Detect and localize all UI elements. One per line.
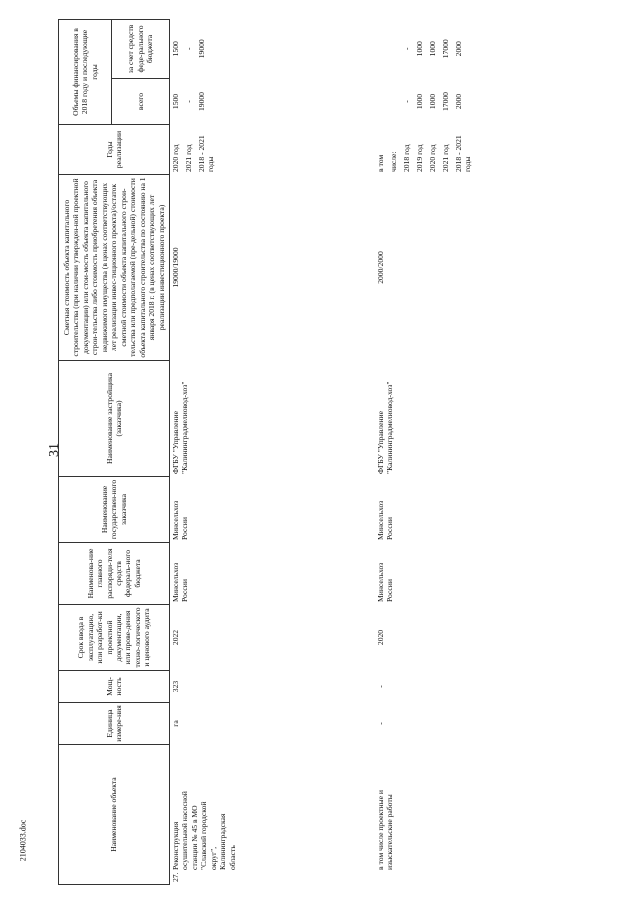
header-unit: Единица измере-ния	[59, 703, 170, 745]
federal-item: 19000	[197, 39, 206, 59]
year-item: числе:	[388, 151, 398, 172]
header-developer: Наименование застройщика (заказчика)	[59, 361, 170, 477]
year-item: 2021 год	[184, 144, 193, 172]
federal-item: 1000	[414, 41, 424, 57]
year-item: 2020 год	[427, 144, 437, 172]
total-item: 17000	[440, 92, 450, 111]
header-total: всего	[112, 79, 170, 125]
year-item: 2019 год	[414, 144, 424, 172]
federal-item: 1500	[171, 41, 180, 57]
year-item: 2018 год	[401, 144, 411, 172]
row-deadline: 2022	[171, 629, 180, 646]
investment-objects-table	[58, 19, 485, 885]
year-item: 2021 год	[440, 144, 450, 172]
federal-item: 2000	[453, 41, 463, 57]
total-item	[376, 81, 389, 122]
row-name-cell	[170, 745, 375, 885]
table-header	[59, 20, 170, 885]
year-item: 2018 - 2021 годы	[197, 135, 216, 172]
total-item: 19000	[197, 92, 206, 111]
row-developer: ФГБУ "Управление "Калининградмелиовод-хоз"	[171, 381, 190, 474]
row-developer: ФГБУ "Управление "Калининградмелиовод-хоз"	[375, 381, 394, 474]
row-estimated-cost: 2000/2000	[375, 251, 385, 284]
row-main-manager: Минсельхоз России	[375, 562, 394, 602]
row-state-customer: Минсельхоз России	[375, 500, 394, 540]
year-item: 2018 - 2021 годы	[453, 135, 472, 172]
federal-item: 17000	[440, 39, 450, 59]
table-row	[170, 20, 375, 885]
year-item: 2020 год	[171, 144, 180, 172]
row-capacity: -	[375, 685, 385, 688]
row-deadline: 2020	[375, 629, 385, 646]
header-name: Наименование объекта	[59, 745, 170, 885]
header-estimated-cost: Сметная стоимость объекта капитального строительства (при наличии утвержден-ной проектной документации) или стои-мость объекта капитального строи-тельства либо стоимость приобретения объекта недвижимого имущества (в ценах соответствующих лет реализации инвес-тиционного проекта)/остаток сметной стоимости объекта капитального строи-тельства или предполагаемой (пре-дельной) стоимости объекта капитального строительства по состоянию на 1 января 2018 г. (в ценах соответствующих лет реализации инвестиционного проекта)	[59, 175, 170, 361]
row-name: Реконструкция осушительной насосной станции № 45 в МО "Славский городской округ", Калининградская область	[171, 791, 237, 870]
header-funding: Объемы финансирования в 2018 году и последующие годы	[59, 20, 112, 125]
total-item: 2000	[453, 93, 463, 110]
total-item: 1000	[414, 93, 424, 110]
header-main-manager: Наименова-ние главного распоряди-теля средств федераль-ного бюджета	[59, 543, 170, 605]
header-capacity: Мощ-ность	[59, 671, 170, 703]
federal-item	[376, 22, 389, 77]
row-unit: -	[375, 722, 385, 725]
row-federal	[375, 20, 485, 79]
row-capacity: 323	[171, 680, 180, 693]
table-row	[375, 20, 485, 885]
row-number: 27.	[171, 872, 180, 882]
row-total	[170, 79, 375, 125]
document-code: 2104033.doc	[18, 819, 28, 862]
total-item	[389, 81, 402, 122]
total-item: -	[401, 100, 411, 103]
header-state-customer: Наименование государствен-ного заказчика	[59, 477, 170, 543]
total-item: 1000	[427, 93, 437, 110]
page-number: 31	[47, 443, 62, 457]
row-name-cell	[375, 745, 485, 885]
year-item: в том	[375, 154, 385, 172]
row-name: в том числе проектные и изыскательские работы	[375, 790, 394, 870]
row-years	[375, 125, 485, 175]
row-years	[170, 125, 375, 175]
total-item: 1500	[171, 93, 180, 110]
total-item: -	[184, 100, 193, 103]
row-total	[375, 79, 485, 125]
row-estimated-cost: 19000/19000	[171, 247, 180, 288]
row-federal	[170, 20, 375, 79]
row-state-customer: Минсельхоз России	[171, 500, 190, 540]
rotated-table-container	[58, 20, 603, 885]
row-unit: га	[171, 720, 180, 727]
federal-item: -	[401, 47, 411, 51]
federal-item: 1000	[427, 41, 437, 57]
header-deadline: Срок ввода в эксплуатацию, или разработ-ки проектной документации, или прове-дения техно-логического и ценового аудита	[59, 605, 170, 671]
federal-item	[389, 22, 402, 77]
federal-item: -	[184, 47, 193, 51]
row-main-manager: Минсельхоз России	[171, 562, 190, 602]
header-federal: за счет средств феде-рального бюджета	[112, 20, 170, 79]
header-years: Годы реализации	[59, 125, 170, 175]
